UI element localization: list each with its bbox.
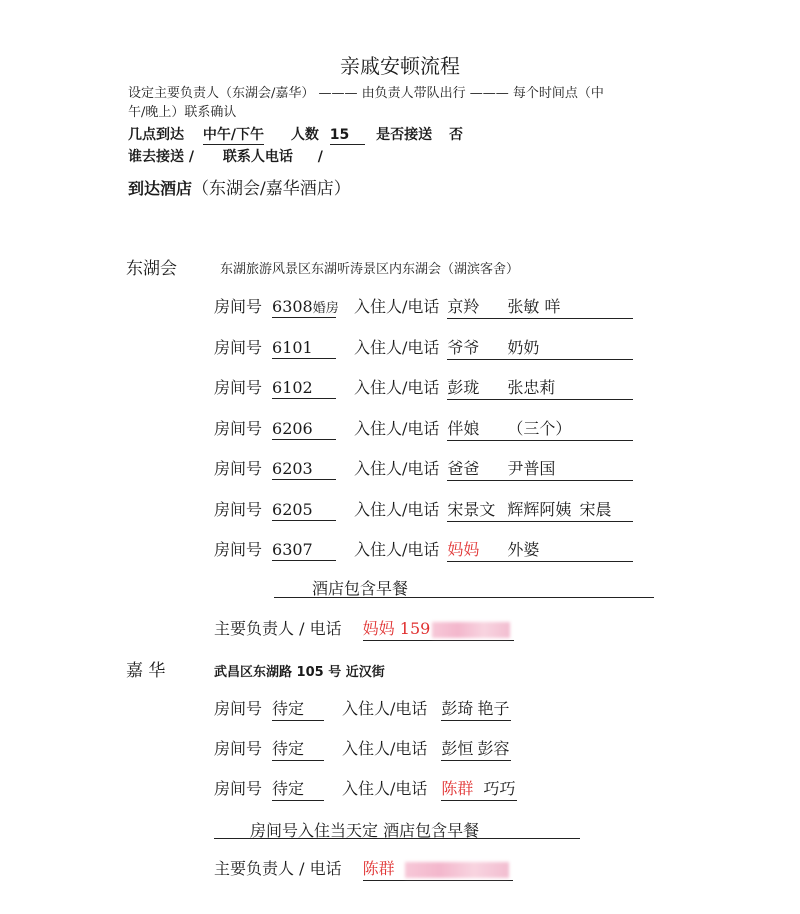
jiahua-note: 房间号入住当天定 酒店包含早餐 <box>250 821 480 840</box>
room-number-value: 6206 <box>272 418 313 438</box>
donghu-manager-value <box>363 616 515 641</box>
hotel-heading <box>128 174 351 199</box>
section-donghu-name: 东湖会 <box>126 259 177 279</box>
jiahua-manager-row <box>214 856 513 880</box>
section-jiahua-address: 武昌区东湖路 105 号 近汉街 <box>214 665 385 680</box>
pickup-value: 否 <box>448 127 463 143</box>
room-label: 房间号 <box>214 297 263 316</box>
guest-names <box>447 375 633 400</box>
headcount-value: 15 <box>330 127 365 145</box>
guest-name-1: 妈妈 <box>447 540 480 559</box>
jiahua-note-underline <box>214 838 580 839</box>
table-row <box>214 537 633 561</box>
pickup-label: 是否接送 <box>376 127 433 143</box>
guest-names <box>441 776 517 801</box>
guest-name-2: 奶奶 <box>507 337 540 357</box>
guest-name-2: 张敏 咩 <box>507 297 561 316</box>
table-row <box>214 416 633 440</box>
room-label: 房间号 <box>214 337 263 357</box>
guest-name-3: 宋晨 <box>579 499 612 519</box>
room-number-value: 6308 <box>272 297 313 316</box>
guest-label: 入住人/电话 <box>342 779 428 798</box>
guest-names <box>441 736 511 761</box>
room-number <box>272 338 336 359</box>
contact-phone-label: 联系人电话 <box>222 149 293 165</box>
table-row <box>214 294 633 318</box>
guest-name-1: 伴娘 <box>447 418 480 438</box>
guest-names <box>447 537 633 562</box>
room-note: 婚房 <box>312 301 339 316</box>
guest-label: 入住人/电话 <box>354 297 440 316</box>
hotel-heading-value: （东湖会/嘉华酒店） <box>192 179 351 199</box>
guest-name-2: （三个） <box>507 418 572 438</box>
room-number <box>272 297 339 318</box>
room-label: 房间号 <box>214 779 263 798</box>
guest-name-2: 艳子 <box>477 699 510 718</box>
room-label: 房间号 <box>214 378 263 397</box>
pickup-who-label: 谁去接送 / <box>128 149 194 165</box>
hotel-heading-label: 到达酒店 <box>128 179 193 198</box>
donghu-manager-row <box>214 616 514 640</box>
table-row <box>214 736 511 760</box>
room-label: 房间号 <box>214 699 263 718</box>
guest-name-2: 辉辉阿姨 <box>507 499 572 519</box>
guest-name-2: 巧巧 <box>483 779 516 798</box>
jiahua-manager-name: 陈群 <box>362 859 395 878</box>
redacted-phone-mark <box>405 862 509 878</box>
room-label: 房间号 <box>214 418 263 438</box>
guest-name-1: 彭珑 <box>447 378 480 397</box>
redacted-phone-mark <box>432 622 510 638</box>
table-row <box>214 456 633 480</box>
room-number-value: 6205 <box>272 499 313 519</box>
guest-label: 入住人/电话 <box>354 378 440 397</box>
guest-label: 入住人/电话 <box>354 540 440 559</box>
guest-label: 入住人/电话 <box>342 699 428 718</box>
jiahua-manager-label: 主要负责人 / 电话 <box>214 859 342 878</box>
guest-names <box>447 456 633 481</box>
guest-names <box>447 416 633 441</box>
arrival-row <box>128 124 463 144</box>
jiahua-manager-value <box>363 856 513 881</box>
guest-label: 入住人/电话 <box>342 739 428 758</box>
guest-name-1: 爸爸 <box>447 459 480 478</box>
guest-name-1: 陈群 <box>441 779 474 798</box>
room-number-value: 6101 <box>272 337 313 357</box>
section-donghu-address: 东湖旅游风景区东湖听涛景区内东湖会（湖滨客舍） <box>220 262 520 277</box>
room-number-value: 待定 <box>272 696 324 721</box>
guest-name-1: 京羚 <box>447 297 480 316</box>
guest-name-2: 外婆 <box>507 540 540 559</box>
guest-name-1: 彭恒 <box>441 739 474 758</box>
guest-label: 入住人/电话 <box>354 337 440 357</box>
room-label: 房间号 <box>214 739 263 758</box>
room-number-value: 待定 <box>272 776 324 801</box>
donghu-breakfast-note: 酒店包含早餐 <box>312 579 409 598</box>
arrival-time-value: 中午/下午 <box>202 127 264 143</box>
guest-name-2: 张忠莉 <box>507 378 556 397</box>
table-row <box>214 776 517 800</box>
donghu-manager-phone: 159 <box>399 619 431 638</box>
room-label: 房间号 <box>214 459 263 478</box>
room-number-value: 待定 <box>272 736 324 761</box>
room-number <box>272 419 336 440</box>
room-number <box>272 378 336 399</box>
breakfast-underline <box>274 597 654 598</box>
room-number-value: 6203 <box>272 459 313 478</box>
section-jiahua-name: 嘉 华 <box>126 661 166 681</box>
page-title: 亲戚安顿流程 <box>340 54 460 78</box>
arrival-time-label: 几点到达 <box>128 127 184 143</box>
guest-names <box>447 335 633 360</box>
room-label: 房间号 <box>214 540 263 559</box>
guest-name-1: 爷爷 <box>447 337 480 357</box>
donghu-manager-label: 主要负责人 / 电话 <box>214 619 342 638</box>
guest-name-1: 彭琦 <box>441 699 474 718</box>
table-row <box>214 696 511 720</box>
intro-line-1: 设定主要负责人（东湖会/嘉华） ——— 由负责人带队出行 ——— 每个时间点（中 <box>128 86 604 101</box>
table-row <box>214 335 633 359</box>
room-number <box>272 459 336 480</box>
guest-names <box>441 696 511 721</box>
room-number <box>272 540 336 561</box>
room-number <box>272 500 336 521</box>
guest-label: 入住人/电话 <box>354 418 440 438</box>
guest-label: 入住人/电话 <box>354 499 440 519</box>
headcount-label: 人数 <box>290 127 319 143</box>
table-row <box>214 497 633 521</box>
donghu-manager-name: 妈妈 <box>362 619 395 638</box>
guest-names <box>447 294 633 319</box>
room-number-value: 6102 <box>272 378 313 397</box>
guest-name-1: 宋景文 <box>447 499 496 519</box>
table-row <box>214 375 633 399</box>
guest-name-2: 尹普国 <box>507 459 556 478</box>
guest-name-2: 彭容 <box>477 739 510 758</box>
room-label: 房间号 <box>214 499 263 519</box>
pickup-contact-row <box>128 146 323 166</box>
intro-line-2: 午/晚上）联系确认 <box>128 105 237 120</box>
guest-names <box>447 497 633 522</box>
room-number-value: 6307 <box>272 540 313 559</box>
guest-label: 入住人/电话 <box>354 459 440 478</box>
contact-phone-separator: / <box>317 149 323 165</box>
